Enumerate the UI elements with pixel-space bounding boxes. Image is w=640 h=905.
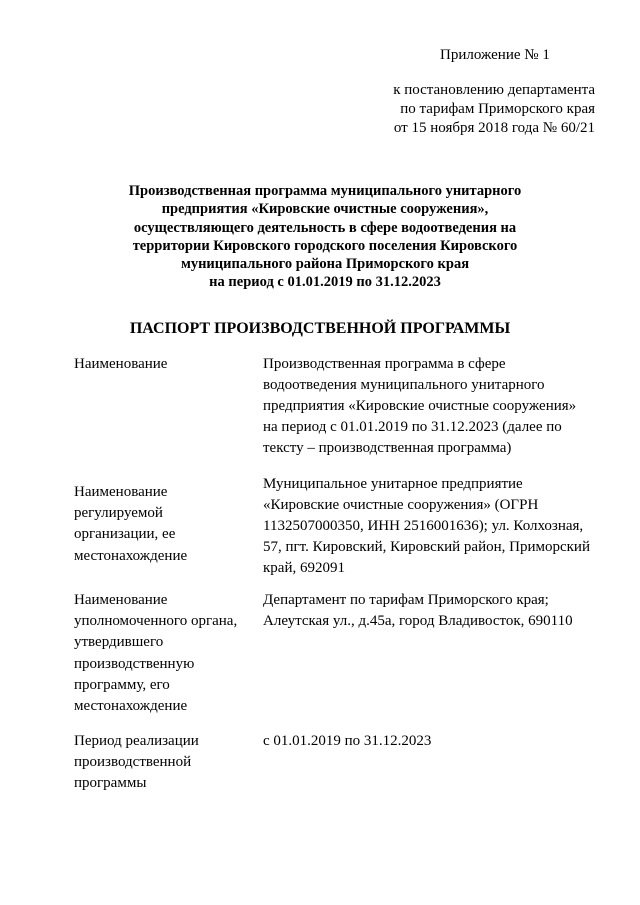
title-line: предприятия «Кировские очистные сооружения», <box>161 201 489 218</box>
row-value <box>263 354 603 459</box>
title-line: Производственная программа муниципального унитарного <box>128 183 522 199</box>
value-line: Алеутская ул., д.45а, город Владивосток, 690110 <box>263 613 573 629</box>
resolution-reference <box>393 81 595 138</box>
label-line: производственную <box>74 655 195 672</box>
passport-heading: ПАСПОРТ ПРОИЗВОДСТВЕННОЙ ПРОГРАММЫ <box>129 320 511 337</box>
row-label <box>74 354 254 375</box>
label-line: утвердившего <box>74 634 164 651</box>
title-line: осуществляющего деятельность в сфере водоотведения на <box>133 219 517 236</box>
label-line: уполномоченного органа, <box>74 613 238 630</box>
appendix-number: Приложение № 1 <box>440 47 550 63</box>
value-line: 57, пгт. Кировский, Кировский район, Приморский <box>263 539 590 555</box>
value-line: 1132507000350, ИНН 2516001636); ул. Колхозная, <box>263 518 584 534</box>
value-line: водоотведения муниципального унитарного <box>263 377 545 393</box>
value-line: на период с 01.01.2019 по 31.12.2023 (далее по <box>263 419 562 435</box>
row-value <box>263 590 603 632</box>
label-line: Наименование <box>74 592 168 608</box>
value-line: с 01.01.2019 по 31.12.2023 <box>263 733 432 749</box>
title-line: на период с 01.01.2019 по 31.12.2023 <box>209 274 441 291</box>
row-value <box>263 731 603 752</box>
title-line: муниципального района Приморского края <box>180 256 470 273</box>
label-line: регулируемой <box>74 505 163 522</box>
value-line: «Кировские очистные сооружения» (ОГРН <box>263 497 539 513</box>
label-line: местонахождение <box>74 698 188 715</box>
value-line: Производственная программа в сфере <box>263 356 506 372</box>
label-line: производственной <box>74 754 192 771</box>
row-value <box>263 474 603 579</box>
row-label <box>74 731 254 795</box>
label-line: Наименование <box>74 356 168 372</box>
reference-line: от 15 ноября 2018 года № 60/21 <box>393 120 595 136</box>
value-line: предприятия «Кировские очистные сооружения» <box>263 398 577 414</box>
reference-line: к постановлению департамента <box>393 82 595 98</box>
label-line: местонахождение <box>74 547 188 564</box>
label-line: программу, его <box>74 676 170 693</box>
value-line: Муниципальное унитарное предприятие <box>263 476 523 492</box>
label-line: программы <box>74 775 147 792</box>
title-line: территории Кировского городского поселения Кировского <box>132 237 518 254</box>
label-line: Период реализации <box>74 733 199 749</box>
reference-line: по тарифам Приморского края <box>400 101 595 117</box>
value-line: край, 692091 <box>263 560 345 576</box>
row-label <box>74 482 254 567</box>
value-line: Департамент по тарифам Приморского края; <box>263 592 549 608</box>
label-line: организации, ее <box>74 526 176 543</box>
label-line: Наименование <box>74 484 168 500</box>
row-label <box>74 590 254 717</box>
value-line: тексту – производственная программа) <box>263 440 512 456</box>
document-title <box>110 182 540 292</box>
